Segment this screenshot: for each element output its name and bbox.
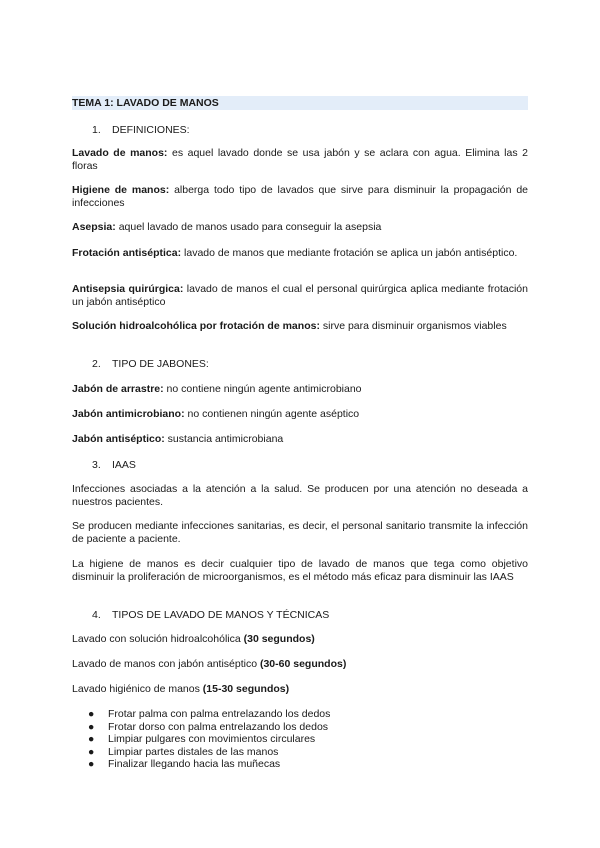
wash-type-time: (15-30 segundos)	[202, 683, 290, 695]
wash-type-text: Lavado con solución hidroalcohólica	[72, 633, 244, 645]
soap-term: Jabón antimicrobiano:	[72, 408, 185, 420]
wash-type-line	[72, 683, 528, 696]
technique-steps-list	[88, 708, 508, 771]
document-title: TEMA 1: LAVADO DE MANOS	[72, 96, 528, 110]
list-item	[88, 733, 508, 746]
definition-paragraph	[72, 184, 528, 210]
wash-type-time: (30-60 segundos)	[259, 658, 347, 670]
definition-paragraph	[72, 247, 528, 260]
step-text: Frotar dorso con palma entrelazando los dedos	[108, 720, 329, 733]
wash-type-line	[72, 658, 528, 671]
section-heading-iaas	[92, 459, 136, 472]
wash-type-text: Lavado higiénico de manos	[72, 683, 203, 695]
wash-type-time: (30 segundos)	[243, 633, 315, 645]
section-number: 3.	[92, 459, 101, 471]
iaas-paragraph: La higiene de manos es decir cualquier tipo de lavado de manos que tega como objetivo disminuir la proliferación de microorganismos, es el método más eficaz para disminuir las IAAS	[72, 558, 528, 583]
definition-text: aquel lavado de manos usado para conseguir la asepsia	[115, 221, 382, 233]
definition-term: Lavado de manos:	[72, 147, 168, 159]
section-label: TIPOS DE LAVADO DE MANOS Y TÉCNICAS	[112, 609, 330, 621]
list-item	[88, 721, 508, 734]
definition-text: alberga todo tipo de lavados que sirve para disminuir la propagación de infecciones	[72, 184, 528, 209]
soap-term: Jabón antiséptico:	[72, 433, 165, 445]
section-number: 2.	[92, 358, 101, 370]
bullet-icon: ●	[88, 708, 95, 720]
definition-term: Higiene de manos:	[72, 184, 170, 196]
section-heading-definiciones	[92, 124, 190, 137]
definition-term: Solución hidroalcohólica por frotación de manos:	[72, 320, 320, 332]
definition-text: sirve para disminuir organismos viables	[319, 320, 507, 332]
soap-paragraph	[72, 383, 528, 396]
section-label: TIPO DE JABONES:	[112, 358, 209, 370]
section-number: 1.	[92, 124, 101, 136]
bullet-icon: ●	[88, 758, 95, 770]
list-item	[88, 708, 508, 721]
definition-paragraph	[72, 147, 528, 173]
bullet-icon: ●	[88, 745, 95, 758]
soap-text: no contienen ningún agente aséptico	[184, 408, 360, 420]
iaas-paragraph: Infecciones asociadas a la atención a la salud. Se producen por una atención no deseada a nuestros pacientes.	[72, 483, 528, 508]
step-text: Frotar palma con palma entrelazando los dedos	[108, 708, 331, 720]
soap-paragraph	[72, 408, 528, 421]
wash-type-text: Lavado de manos con jabón antiséptico	[72, 658, 260, 670]
definition-paragraph	[72, 320, 528, 333]
iaas-paragraph: Se producen mediante infecciones sanitarias, es decir, el personal sanitario transmite la infección de paciente a paciente.	[72, 520, 528, 545]
soap-term: Jabón de arrastre:	[72, 383, 164, 395]
definition-text: lavado de manos el cual el personal quirúrgica aplica mediante frotación un jabón antiséptico	[72, 283, 528, 308]
list-item	[88, 746, 508, 759]
definition-term: Asepsia:	[72, 221, 116, 233]
section-number: 4.	[92, 609, 101, 621]
definition-text: lavado de manos que mediante frotación se aplica un jabón antiséptico.	[181, 247, 518, 259]
definition-text: es aquel lavado donde se usa jabón y se aclara con agua. Elimina las 2 floras	[72, 147, 528, 172]
soap-text: no contiene ningún agente antimicrobiano	[163, 383, 362, 395]
section-label: IAAS	[112, 459, 136, 471]
definition-paragraph	[72, 221, 528, 234]
wash-type-line	[72, 633, 528, 646]
bullet-icon: ●	[88, 720, 95, 733]
section-heading-tipo-de-jabones	[92, 358, 209, 371]
section-heading-tipos-de-lavado	[92, 609, 329, 622]
definition-term: Frotación antiséptica:	[72, 247, 182, 259]
definition-term: Antisepsia quirúrgica:	[72, 283, 184, 295]
soap-paragraph	[72, 433, 528, 446]
list-item	[88, 758, 508, 771]
step-text: Finalizar llegando hacia las muñecas	[108, 758, 281, 770]
definition-paragraph	[72, 283, 528, 309]
step-text: Limpiar pulgares con movimientos circulares	[108, 733, 316, 745]
section-label: DEFINICIONES:	[112, 124, 190, 136]
step-text: Limpiar partes distales de las manos	[108, 745, 279, 758]
bullet-icon: ●	[88, 733, 95, 745]
soap-text: sustancia antimicrobiana	[164, 433, 284, 445]
